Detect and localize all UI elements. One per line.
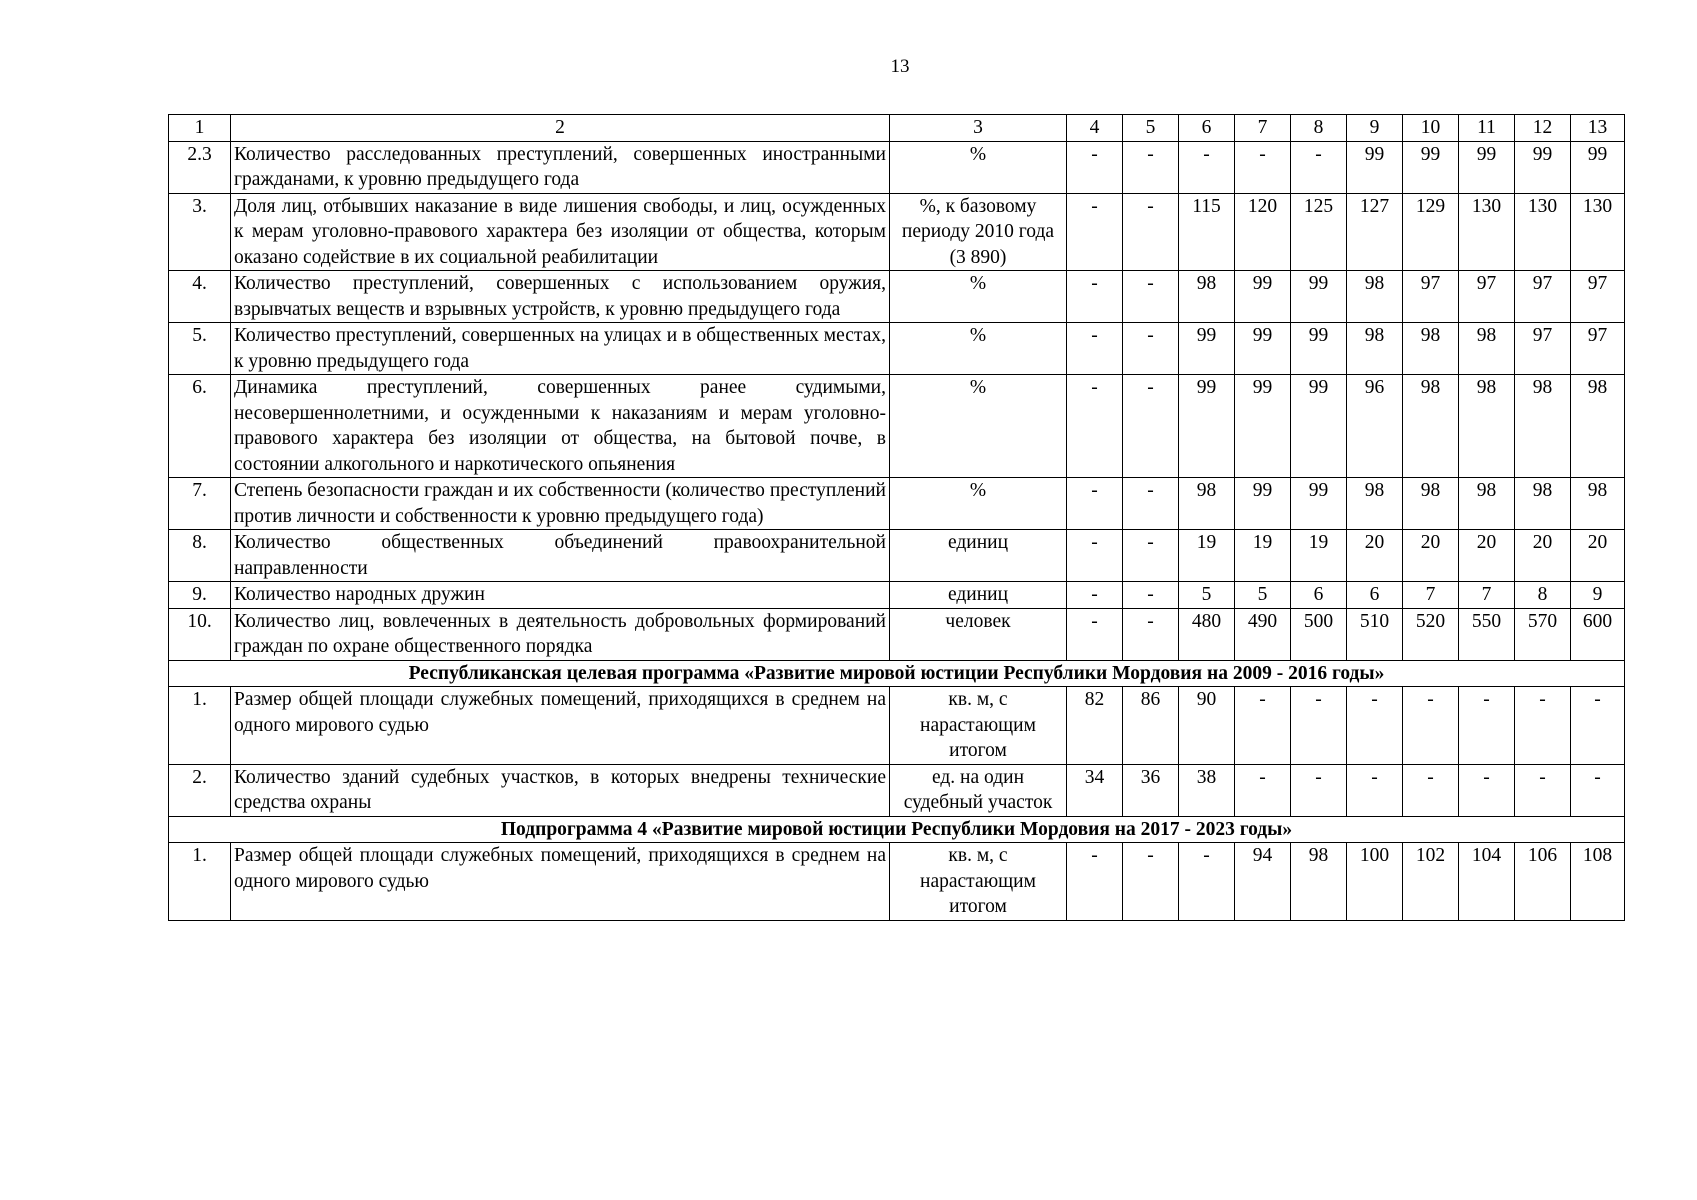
- value-cell: 130: [1459, 193, 1515, 271]
- indicator-name: Количество зданий судебных участков, в которых внедрены технические средства охраны: [231, 764, 890, 816]
- value-cell: -: [1067, 478, 1123, 530]
- value-cell: -: [1235, 687, 1291, 765]
- value-cell: 99: [1235, 375, 1291, 478]
- value-cell: -: [1123, 375, 1179, 478]
- value-cell: 5: [1179, 582, 1235, 609]
- value-cell: 99: [1571, 141, 1625, 193]
- value-cell: 550: [1459, 608, 1515, 660]
- table-row: [169, 271, 1625, 323]
- value-cell: 90: [1179, 687, 1235, 765]
- unit-of-measure: %: [890, 271, 1067, 323]
- unit-of-measure: %: [890, 323, 1067, 375]
- table-row: [169, 375, 1625, 478]
- value-cell: 127: [1347, 193, 1403, 271]
- value-cell: 98: [1515, 375, 1571, 478]
- value-cell: 100: [1347, 843, 1403, 921]
- value-cell: 99: [1179, 323, 1235, 375]
- value-cell: -: [1067, 193, 1123, 271]
- value-cell: 98: [1179, 478, 1235, 530]
- value-cell: -: [1067, 582, 1123, 609]
- table-header-row: [169, 115, 1625, 142]
- value-cell: -: [1515, 764, 1571, 816]
- value-cell: 82: [1067, 687, 1123, 765]
- value-cell: 98: [1403, 375, 1459, 478]
- value-cell: 5: [1235, 582, 1291, 609]
- value-cell: -: [1291, 764, 1347, 816]
- row-number: 2.: [169, 764, 231, 816]
- column-header: 5: [1123, 115, 1179, 142]
- table-row: [169, 764, 1625, 816]
- value-cell: 20: [1459, 530, 1515, 582]
- value-cell: 19: [1179, 530, 1235, 582]
- indicator-name: Количество народных дружин: [231, 582, 890, 609]
- indicator-name: Доля лиц, отбывших наказание в виде лишения свободы, и лиц, осужденных к мерам уголовно-правового характера без изоляции от общества, которым оказано содействие в их социальной реабилитации: [231, 193, 890, 271]
- value-cell: 97: [1459, 271, 1515, 323]
- value-cell: -: [1067, 375, 1123, 478]
- unit-of-measure: ед. на один судебный участок: [890, 764, 1067, 816]
- value-cell: -: [1123, 530, 1179, 582]
- indicator-name: Количество общественных объединений правоохранительной направленности: [231, 530, 890, 582]
- column-header: 3: [890, 115, 1067, 142]
- value-cell: -: [1291, 141, 1347, 193]
- row-number: 5.: [169, 323, 231, 375]
- column-header: 9: [1347, 115, 1403, 142]
- column-header: 12: [1515, 115, 1571, 142]
- column-header: 8: [1291, 115, 1347, 142]
- value-cell: 99: [1235, 478, 1291, 530]
- value-cell: -: [1179, 141, 1235, 193]
- column-header: 7: [1235, 115, 1291, 142]
- value-cell: 8: [1515, 582, 1571, 609]
- row-number: 2.3: [169, 141, 231, 193]
- section-row: [169, 816, 1625, 843]
- table-row: [169, 608, 1625, 660]
- column-header: 13: [1571, 115, 1625, 142]
- value-cell: -: [1459, 687, 1515, 765]
- value-cell: 98: [1571, 375, 1625, 478]
- unit-of-measure: человек: [890, 608, 1067, 660]
- value-cell: 36: [1123, 764, 1179, 816]
- column-header: 1: [169, 115, 231, 142]
- value-cell: 98: [1459, 478, 1515, 530]
- value-cell: 99: [1291, 271, 1347, 323]
- value-cell: 99: [1179, 375, 1235, 478]
- value-cell: 125: [1291, 193, 1347, 271]
- column-header: 4: [1067, 115, 1123, 142]
- indicator-name: Количество преступлений, совершенных на улицах и в общественных местах, к уровню предыдущего года: [231, 323, 890, 375]
- value-cell: 129: [1403, 193, 1459, 271]
- value-cell: 6: [1291, 582, 1347, 609]
- value-cell: 130: [1571, 193, 1625, 271]
- value-cell: -: [1459, 764, 1515, 816]
- section-title: Республиканская целевая программа «Развитие мировой юстиции Республики Мордовия на 2009 - 2016 годы»: [169, 660, 1625, 687]
- value-cell: 520: [1403, 608, 1459, 660]
- unit-of-measure: кв. м, с нарастающим итогом: [890, 687, 1067, 765]
- value-cell: -: [1571, 764, 1625, 816]
- value-cell: 98: [1347, 323, 1403, 375]
- value-cell: 480: [1179, 608, 1235, 660]
- value-cell: 570: [1515, 608, 1571, 660]
- value-cell: -: [1123, 582, 1179, 609]
- value-cell: 20: [1515, 530, 1571, 582]
- table-row: [169, 193, 1625, 271]
- value-cell: -: [1179, 843, 1235, 921]
- value-cell: 600: [1571, 608, 1625, 660]
- value-cell: 99: [1291, 478, 1347, 530]
- unit-of-measure: кв. м, с нарастающим итогом: [890, 843, 1067, 921]
- value-cell: -: [1123, 271, 1179, 323]
- value-cell: 97: [1571, 271, 1625, 323]
- value-cell: -: [1347, 687, 1403, 765]
- section-row: [169, 660, 1625, 687]
- indicators-table: [168, 114, 1625, 921]
- value-cell: -: [1571, 687, 1625, 765]
- table-row: [169, 323, 1625, 375]
- value-cell: 99: [1235, 271, 1291, 323]
- indicator-name: Степень безопасности граждан и их собственности (количество преступлений против личности и собственности к уровню предыдущего года): [231, 478, 890, 530]
- row-number: 8.: [169, 530, 231, 582]
- row-number: 1.: [169, 687, 231, 765]
- value-cell: -: [1123, 323, 1179, 375]
- indicator-name: Динамика преступлений, совершенных ранее судимыми, несовершеннолетними, и осужденными к наказаниям и мерам уголовно-правового характера без изоляции от общества, на бытовой почве, в состоянии алкогольного и наркотического опьянения: [231, 375, 890, 478]
- unit-of-measure: %: [890, 478, 1067, 530]
- value-cell: 108: [1571, 843, 1625, 921]
- row-number: 10.: [169, 608, 231, 660]
- value-cell: 97: [1515, 271, 1571, 323]
- row-number: 7.: [169, 478, 231, 530]
- section-title: Подпрограмма 4 «Развитие мировой юстиции Республики Мордовия на 2017 - 2023 годы»: [169, 816, 1625, 843]
- value-cell: 106: [1515, 843, 1571, 921]
- value-cell: -: [1235, 141, 1291, 193]
- table-row: [169, 530, 1625, 582]
- unit-of-measure: единиц: [890, 530, 1067, 582]
- value-cell: -: [1347, 764, 1403, 816]
- value-cell: -: [1403, 764, 1459, 816]
- row-number: 1.: [169, 843, 231, 921]
- value-cell: 99: [1235, 323, 1291, 375]
- value-cell: 97: [1515, 323, 1571, 375]
- value-cell: 490: [1235, 608, 1291, 660]
- value-cell: 104: [1459, 843, 1515, 921]
- value-cell: 98: [1291, 843, 1347, 921]
- value-cell: 99: [1347, 141, 1403, 193]
- table-row: [169, 478, 1625, 530]
- value-cell: 98: [1347, 478, 1403, 530]
- value-cell: 98: [1403, 323, 1459, 375]
- value-cell: -: [1067, 141, 1123, 193]
- value-cell: 120: [1235, 193, 1291, 271]
- row-number: 6.: [169, 375, 231, 478]
- value-cell: -: [1123, 193, 1179, 271]
- value-cell: 98: [1403, 478, 1459, 530]
- value-cell: 98: [1515, 478, 1571, 530]
- unit-of-measure: %, к базовому периоду 2010 года (3 890): [890, 193, 1067, 271]
- unit-of-measure: %: [890, 375, 1067, 478]
- value-cell: 115: [1179, 193, 1235, 271]
- value-cell: 7: [1459, 582, 1515, 609]
- table-row: [169, 687, 1625, 765]
- indicator-name: Размер общей площади служебных помещений, приходящихся в среднем на одного мирового судью: [231, 687, 890, 765]
- table-row: [169, 843, 1625, 921]
- value-cell: 500: [1291, 608, 1347, 660]
- value-cell: 86: [1123, 687, 1179, 765]
- value-cell: 99: [1403, 141, 1459, 193]
- value-cell: 20: [1571, 530, 1625, 582]
- row-number: 3.: [169, 193, 231, 271]
- value-cell: 510: [1347, 608, 1403, 660]
- value-cell: 6: [1347, 582, 1403, 609]
- table-row: [169, 141, 1625, 193]
- table-row: [169, 582, 1625, 609]
- value-cell: -: [1067, 323, 1123, 375]
- value-cell: 20: [1347, 530, 1403, 582]
- value-cell: 99: [1515, 141, 1571, 193]
- value-cell: -: [1235, 764, 1291, 816]
- value-cell: 9: [1571, 582, 1625, 609]
- column-header: 11: [1459, 115, 1515, 142]
- value-cell: 99: [1291, 375, 1347, 478]
- table-body: [169, 115, 1625, 921]
- indicator-name: Количество преступлений, совершенных с использованием оружия, взрывчатых веществ и взрывных устройств, к уровню предыдущего года: [231, 271, 890, 323]
- column-header: 2: [231, 115, 890, 142]
- value-cell: 98: [1459, 323, 1515, 375]
- value-cell: 19: [1291, 530, 1347, 582]
- value-cell: -: [1123, 608, 1179, 660]
- value-cell: 102: [1403, 843, 1459, 921]
- value-cell: 130: [1515, 193, 1571, 271]
- value-cell: 96: [1347, 375, 1403, 478]
- row-number: 4.: [169, 271, 231, 323]
- value-cell: 20: [1403, 530, 1459, 582]
- value-cell: -: [1291, 687, 1347, 765]
- value-cell: 98: [1459, 375, 1515, 478]
- value-cell: 99: [1291, 323, 1347, 375]
- page-number: 13: [890, 56, 910, 77]
- row-number: 9.: [169, 582, 231, 609]
- indicator-name: Количество лиц, вовлеченных в деятельность добровольных формирований граждан по охране общественного порядка: [231, 608, 890, 660]
- value-cell: -: [1123, 843, 1179, 921]
- value-cell: 98: [1571, 478, 1625, 530]
- value-cell: -: [1067, 608, 1123, 660]
- indicator-name: Размер общей площади служебных помещений, приходящихся в среднем на одного мирового судью: [231, 843, 890, 921]
- unit-of-measure: %: [890, 141, 1067, 193]
- value-cell: 97: [1571, 323, 1625, 375]
- value-cell: 7: [1403, 582, 1459, 609]
- value-cell: 94: [1235, 843, 1291, 921]
- value-cell: -: [1515, 687, 1571, 765]
- value-cell: -: [1123, 478, 1179, 530]
- value-cell: 19: [1235, 530, 1291, 582]
- value-cell: 99: [1459, 141, 1515, 193]
- value-cell: -: [1067, 271, 1123, 323]
- value-cell: 98: [1347, 271, 1403, 323]
- value-cell: 97: [1403, 271, 1459, 323]
- unit-of-measure: единиц: [890, 582, 1067, 609]
- value-cell: 34: [1067, 764, 1123, 816]
- value-cell: -: [1123, 141, 1179, 193]
- value-cell: -: [1067, 530, 1123, 582]
- value-cell: -: [1403, 687, 1459, 765]
- column-header: 10: [1403, 115, 1459, 142]
- column-header: 6: [1179, 115, 1235, 142]
- value-cell: -: [1067, 843, 1123, 921]
- indicator-name: Количество расследованных преступлений, совершенных иностранными гражданами, к уровню предыдущего года: [231, 141, 890, 193]
- value-cell: 98: [1179, 271, 1235, 323]
- value-cell: 38: [1179, 764, 1235, 816]
